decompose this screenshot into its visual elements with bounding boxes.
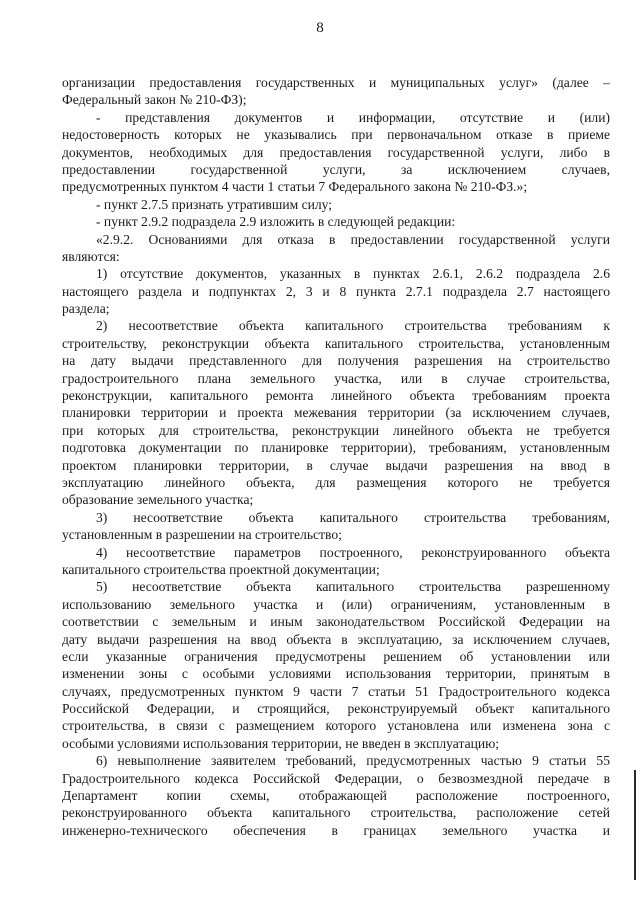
text-line: 6) невыполнение заявителем требований, предусмотренных частью 9 статьи 55 bbox=[96, 753, 610, 769]
text-line: образование земельного участка; bbox=[62, 492, 254, 508]
text-line: строительства, в связи с размещением которого установлена или изменена зона с bbox=[62, 718, 610, 734]
text-line: 2) несоответствие объекта капитального строительства требованиям к bbox=[96, 318, 610, 334]
text-line: подготовка документации по планировке территории), требованиям, установленным bbox=[62, 440, 610, 456]
text-line: предоставлении государственной услуги, за исключением случаев, bbox=[62, 161, 610, 177]
text-line: случаях, предусмотренных пунктом 9 части 7 статьи 51 Градостроительного кодекса bbox=[62, 683, 610, 699]
text-line: раздела; bbox=[62, 301, 110, 317]
text-line: Российской Федерации, и строящийся, реконструируемый объект капитального bbox=[62, 701, 610, 717]
text-line: инженерно-технического обеспечения в границах земельного участка и bbox=[62, 822, 610, 838]
text-line: реконструкции, капитального ремонта линейного объекта требованиям проекта bbox=[62, 388, 610, 404]
text-line: 5) несоответствие объекта капитального строительства разрешенному bbox=[96, 579, 610, 595]
text-line: настоящего раздела и подпунктах 2, 3 и 8 пункта 2.7.1 подраздела 2.7 настоящего bbox=[62, 283, 610, 299]
text-line: - представления документов и информации, отсутствие и (или) bbox=[96, 109, 610, 125]
text-line: проектом планировки территории, в случае выдачи разрешения на ввод в bbox=[62, 457, 610, 473]
text-line: 1) отсутствие документов, указанных в пунктах 2.6.1, 2.6.2 подраздела 2.6 bbox=[96, 266, 610, 282]
text-line: строительству, реконструкции объекта капитального строительства, установленным bbox=[62, 335, 610, 351]
text-line: организации предоставления государственных и муниципальных услуг» (далее – bbox=[62, 75, 610, 90]
text-line: Градостроительного кодекса Российской Федерации, о безвозмездной передаче в bbox=[62, 770, 610, 786]
text-line: «2.9.2. Основаниями для отказа в предоставлении государственной услуги bbox=[96, 231, 610, 247]
text-line: реконструированного объекта капитального строительства, расположение сетей bbox=[62, 805, 610, 821]
text-line: документов, необходимых для предоставления государственной услуги, либо в bbox=[62, 144, 610, 160]
text-line: предусмотренных пунктом 4 части 1 статьи 7 Федерального закона № 210-ФЗ.»; bbox=[62, 179, 528, 195]
text-line: 3) несоответствие объекта капитального строительства требованиям, bbox=[96, 509, 610, 525]
text-line: градостроительного плана земельного участка, или в случае строительства, bbox=[62, 370, 610, 386]
text-line: дату выдачи разрешения на ввод объекта в эксплуатацию, за исключением случаев, bbox=[62, 631, 610, 647]
text-line: недостоверность которых не указывались при первоначальном отказе в приеме bbox=[62, 127, 610, 143]
text-line: при которых для строительства, реконструкции линейного объекта не требуется bbox=[62, 422, 610, 438]
text-line: планировки территории и проекта межевания территории (за исключением случаев, bbox=[62, 405, 610, 421]
text-line: - пункт 2.9.2 подраздела 2.9 изложить в следующей редакции: bbox=[96, 214, 456, 230]
text-line: капитального строительства проектной документации; bbox=[62, 561, 380, 577]
text-line: использованию земельного участка и (или) ограничениям, установленным в bbox=[62, 596, 610, 612]
scan-margin-mark bbox=[634, 770, 636, 880]
page-number: 8 bbox=[316, 20, 324, 36]
text-line: 4) несоответствие параметров построенного, реконструированного объекта bbox=[96, 544, 610, 560]
text-line: Департамент копии схемы, отображающей расположение построенного, bbox=[62, 788, 610, 804]
text-line: если указанные ограничения предусмотрены решением об установлении или bbox=[62, 648, 610, 664]
text-line: соответствии с земельным и иным законодательством Российской Федерации на bbox=[62, 614, 610, 630]
text-line: на дату выдачи представленного для получения разрешения на строительство bbox=[62, 353, 610, 369]
text-line: эксплуатацию линейного объекта, для размещения которого не требуется bbox=[62, 474, 610, 490]
text-line: - пункт 2.7.5 признать утратившим силу; bbox=[96, 196, 333, 212]
document-body bbox=[62, 74, 610, 839]
text-line: изменении зоны с особыми условиями использования территории, принятым в bbox=[62, 666, 610, 682]
text-line: особыми условиями использования территории, не введен в эксплуатацию; bbox=[62, 735, 500, 751]
text-line: являются: bbox=[62, 248, 120, 264]
text-line: Федеральный закон № 210-ФЗ); bbox=[62, 92, 247, 108]
text-line: установленным в разрешении на строительство; bbox=[62, 527, 342, 543]
